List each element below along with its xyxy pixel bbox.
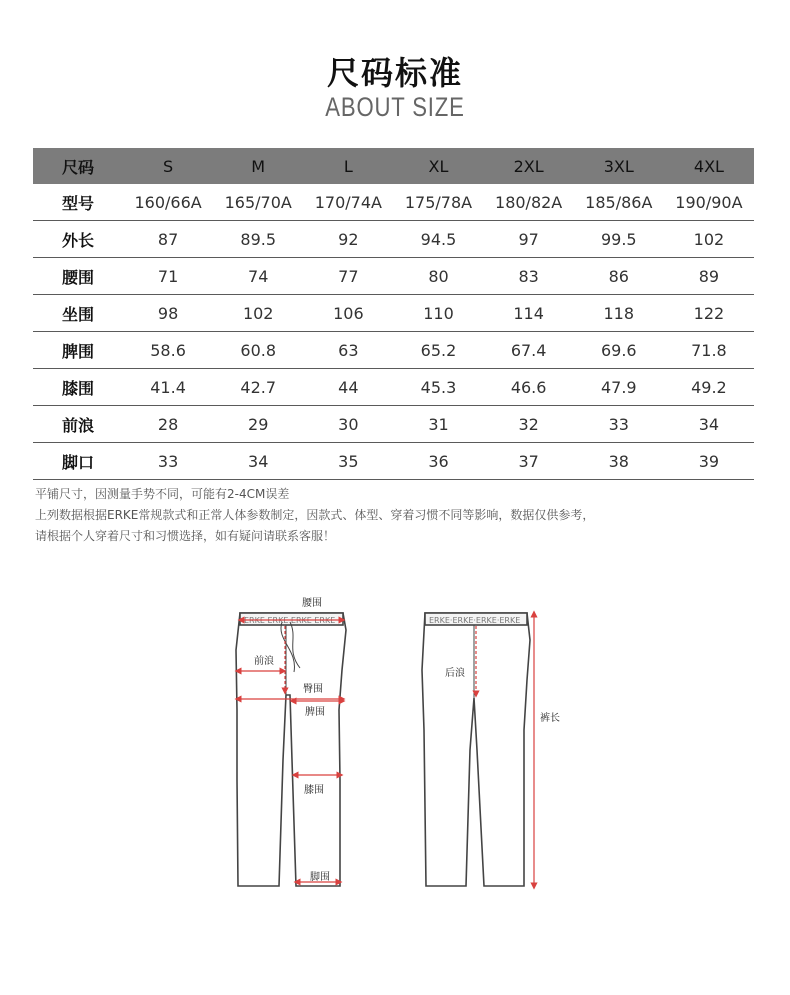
table-cell: 49.2: [664, 369, 754, 406]
pants-diagram: [0, 580, 790, 910]
header-cell: 3XL: [574, 148, 664, 184]
header-cell: 尺码: [33, 148, 123, 184]
table-row: [33, 221, 754, 258]
table-cell: 65.2: [393, 332, 483, 369]
knee-label: 膝围: [304, 785, 324, 796]
table-row: [33, 369, 754, 406]
table-cell: 46.6: [484, 369, 574, 406]
table-cell: 34: [664, 406, 754, 443]
table-cell: 98: [123, 295, 213, 332]
back-rise-label: 后浪: [445, 668, 465, 679]
row-label: 前浪: [33, 406, 123, 443]
table-cell: 89.5: [213, 221, 303, 258]
table-row: [33, 443, 754, 480]
page-title: 尺码标准: [326, 54, 463, 92]
size-table: [33, 148, 754, 480]
table-cell: 180/82A: [484, 184, 574, 221]
row-label: 坐围: [33, 295, 123, 332]
hip-label: 臀围: [303, 684, 323, 695]
table-cell: 33: [574, 406, 664, 443]
size-notes: [35, 484, 594, 547]
table-row: [33, 332, 754, 369]
table-cell: 89: [664, 258, 754, 295]
table-cell: 102: [213, 295, 303, 332]
table-cell: 165/70A: [213, 184, 303, 221]
table-cell: 28: [123, 406, 213, 443]
table-cell: 44: [303, 369, 393, 406]
table-cell: 32: [484, 406, 574, 443]
table-cell: 71.8: [664, 332, 754, 369]
table-row: [33, 184, 754, 221]
table-cell: 122: [664, 295, 754, 332]
waist-label: 腰围: [302, 598, 322, 609]
table-cell: 33: [123, 443, 213, 480]
table-cell: 63: [303, 332, 393, 369]
table-cell: 58.6: [123, 332, 213, 369]
page-subtitle: ABOUT SIZE: [325, 92, 465, 122]
header-cell: 2XL: [484, 148, 574, 184]
front-pants-illustration: [236, 613, 346, 886]
back-pants-waistband-text: [429, 616, 520, 625]
row-label: 脚口: [33, 443, 123, 480]
length-label: 裤长: [540, 713, 560, 724]
table-cell: 99.5: [574, 221, 664, 258]
table-cell: 36: [393, 443, 483, 480]
table-cell: 47.9: [574, 369, 664, 406]
table-cell: 170/74A: [303, 184, 393, 221]
table-cell: 42.7: [213, 369, 303, 406]
size-table-header: [33, 148, 754, 184]
table-cell: 77: [303, 258, 393, 295]
table-cell: 175/78A: [393, 184, 483, 221]
table-cell: 110: [393, 295, 483, 332]
table-cell: 31: [393, 406, 483, 443]
table-cell: 30: [303, 406, 393, 443]
note-line: 平铺尺寸，因测量手势不同，可能有2-4CM误差: [35, 487, 290, 501]
table-cell: 71: [123, 258, 213, 295]
table-cell: 34: [213, 443, 303, 480]
row-label: 外长: [33, 221, 123, 258]
table-cell: 86: [574, 258, 664, 295]
table-cell: 37: [484, 443, 574, 480]
table-cell: 185/86A: [574, 184, 664, 221]
table-cell: 94.5: [393, 221, 483, 258]
hem-label: 脚围: [310, 872, 330, 883]
table-row: [33, 406, 754, 443]
table-cell: 106: [303, 295, 393, 332]
table-cell: 97: [484, 221, 574, 258]
header-cell: M: [213, 148, 303, 184]
table-cell: 80: [393, 258, 483, 295]
table-cell: 45.3: [393, 369, 483, 406]
note-line: 请根据个人穿着尺寸和习惯选择，如有疑问请联系客服！: [35, 529, 336, 543]
table-cell: 92: [303, 221, 393, 258]
table-cell: 35: [303, 443, 393, 480]
table-cell: 114: [484, 295, 574, 332]
table-cell: 83: [484, 258, 574, 295]
table-cell: 160/66A: [123, 184, 213, 221]
table-cell: 41.4: [123, 369, 213, 406]
table-cell: 118: [574, 295, 664, 332]
row-label: 型号: [33, 184, 123, 221]
row-label: 腰围: [33, 258, 123, 295]
table-cell: 38: [574, 443, 664, 480]
table-cell: 102: [664, 221, 754, 258]
table-row: [33, 258, 754, 295]
row-label: 脾围: [33, 332, 123, 369]
table-cell: 87: [123, 221, 213, 258]
table-cell: 60.8: [213, 332, 303, 369]
table-row: [33, 295, 754, 332]
table-cell: 67.4: [484, 332, 574, 369]
row-label: 膝围: [33, 369, 123, 406]
table-cell: 69.6: [574, 332, 664, 369]
front-rise-label: 前浪: [254, 656, 274, 667]
svg-text:ERKE·ERKE·ERKE·ERKE: ERKE·ERKE·ERKE·ERKE: [244, 616, 336, 625]
thigh-label: 脾围: [305, 707, 325, 718]
table-cell: 74: [213, 258, 303, 295]
header-cell: 4XL: [664, 148, 754, 184]
header-cell: L: [303, 148, 393, 184]
svg-text:ERKE·ERKE·ERKE·ERKE: ERKE·ERKE·ERKE·ERKE: [429, 616, 521, 625]
header-cell: XL: [393, 148, 483, 184]
table-cell: 39: [664, 443, 754, 480]
header-cell: S: [123, 148, 213, 184]
table-cell: 29: [213, 406, 303, 443]
note-line: 上列数据根据ERKE常规款式和正常人体参数制定，因款式、体型、穿着习惯不同等影响，数据仅供参考，: [35, 508, 595, 522]
table-cell: 190/90A: [664, 184, 754, 221]
